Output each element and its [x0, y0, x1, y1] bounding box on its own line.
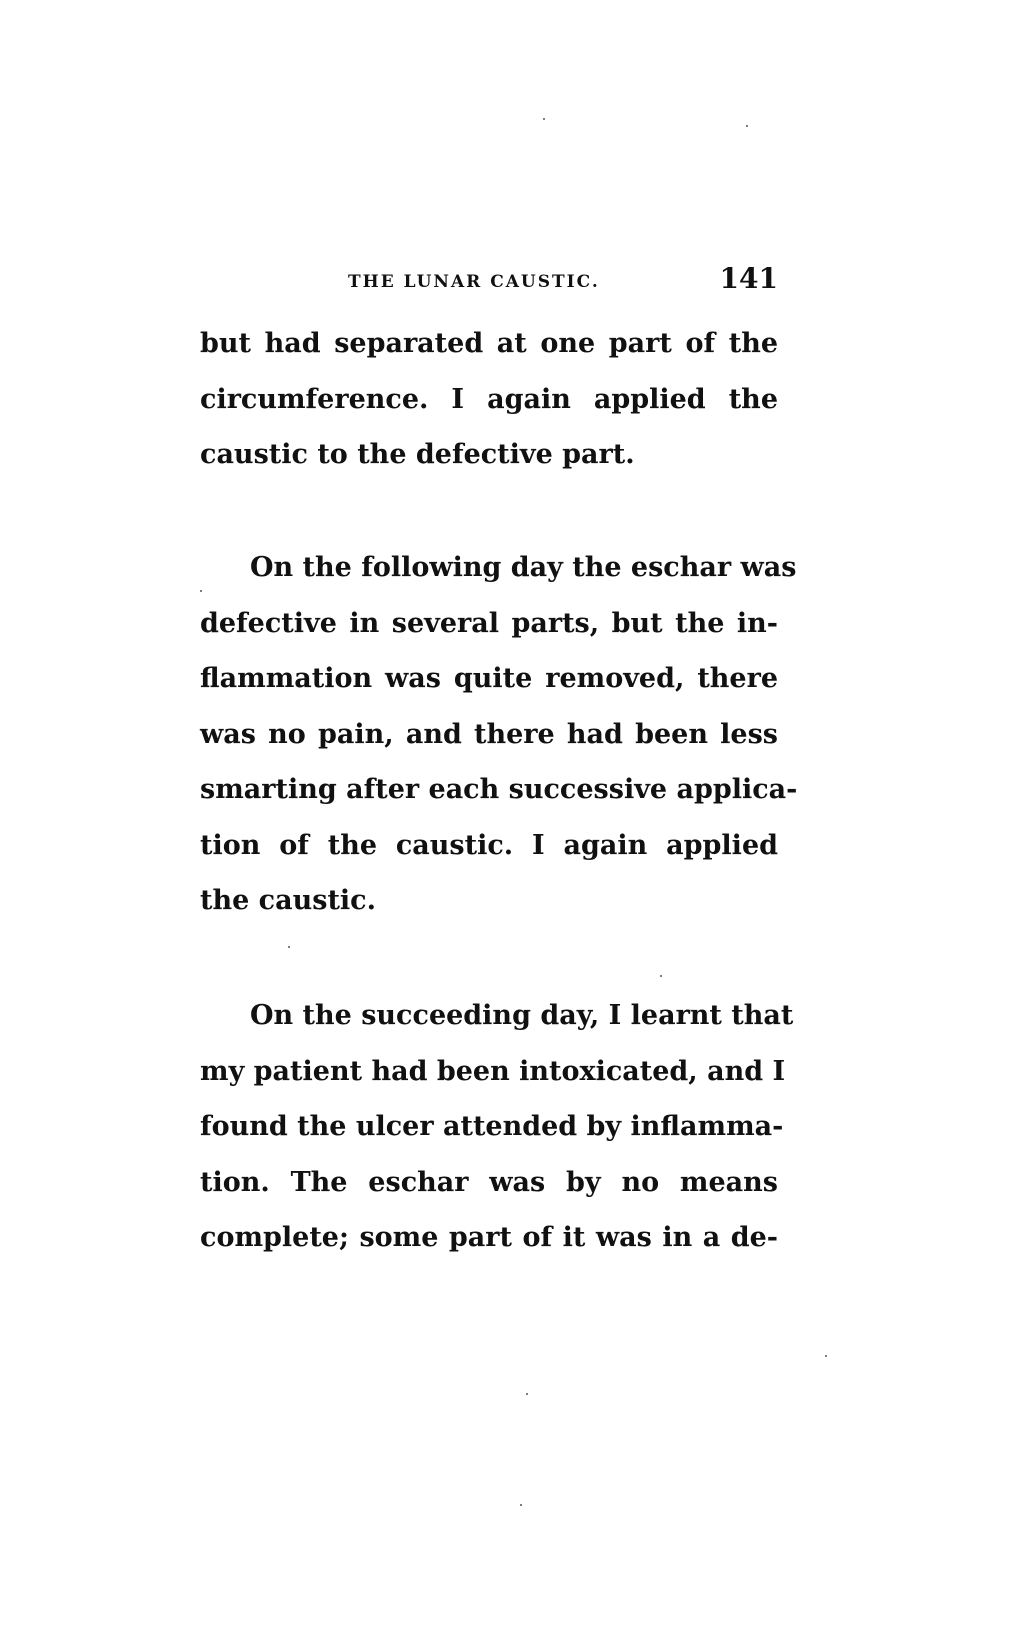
text-line: but had separated at one part of the: [200, 328, 778, 359]
text-line: complete; some part of it was in a de-: [200, 1222, 778, 1253]
text-line: circumference. I again applied the: [200, 383, 778, 415]
text-line: caustic to the defective part.: [200, 439, 635, 470]
scan-speck: [825, 1355, 827, 1357]
text-line: tion of the caustic. I again applied: [200, 829, 778, 861]
running-head: [200, 262, 778, 302]
text-line: defective in several parts, but the in-: [200, 607, 778, 639]
text-line: flammation was quite removed, there: [200, 663, 778, 694]
scan-speck: [526, 1393, 528, 1395]
scan-speck: [746, 125, 748, 127]
text-line: tion. The eschar was by no means: [200, 1166, 778, 1198]
scan-speck: [520, 1504, 522, 1506]
paragraph-1: [200, 316, 778, 483]
text-line: my patient had been intoxicated, and I: [200, 1055, 786, 1087]
scan-speck: [543, 118, 545, 120]
paragraph-2: [200, 540, 798, 929]
text-line: the caustic.: [200, 885, 377, 916]
text-line: smarting after each successive applica-: [200, 774, 798, 805]
text-line: On the succeeding day, I learnt that: [250, 1000, 794, 1031]
scan-speck: [200, 590, 202, 592]
page-number: 141: [719, 262, 778, 295]
text-line: On the following day the eschar was: [250, 552, 797, 583]
running-title: THE LUNAR CAUSTIC.: [348, 272, 600, 292]
text-line: found the ulcer attended by inflamma-: [200, 1111, 784, 1142]
scan-speck: [660, 975, 662, 977]
text-line: was no pain, and there had been less: [200, 718, 778, 750]
paragraph-3: [200, 988, 794, 1266]
scan-speck: [288, 946, 290, 948]
